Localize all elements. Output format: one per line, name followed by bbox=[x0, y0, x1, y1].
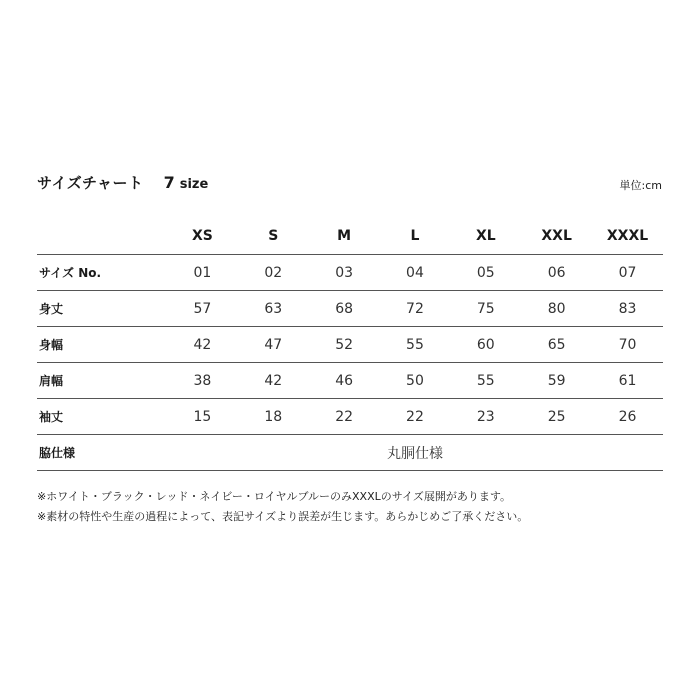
table-corner-cell bbox=[37, 218, 167, 255]
column-header: S bbox=[268, 228, 279, 244]
table-row-side-seam bbox=[37, 435, 663, 471]
column-header: XXXL bbox=[606, 228, 649, 244]
table-cell: 26 bbox=[592, 399, 663, 435]
note-line: ※ホワイト・ブラック・レッド・ネイビー・ロイヤルブルーのみXXXLのサイズ展開があります。 bbox=[37, 490, 511, 503]
table-cell: 52 bbox=[309, 327, 380, 363]
table-cell: 22 bbox=[309, 399, 380, 435]
row-label: 袖丈 bbox=[37, 399, 167, 435]
table-cell: 07 bbox=[592, 255, 663, 291]
table-cell: 02 bbox=[238, 255, 309, 291]
table-cell: 38 bbox=[167, 363, 238, 399]
column-header: XL bbox=[475, 228, 496, 244]
table-cell: 70 bbox=[592, 327, 663, 363]
size-count-word: size bbox=[179, 177, 209, 192]
side-seam-value: 丸胴仕様 bbox=[167, 435, 663, 471]
table-cell: 01 bbox=[167, 255, 238, 291]
table-cell: 68 bbox=[309, 291, 380, 327]
table-row bbox=[37, 399, 663, 435]
table-cell: 59 bbox=[521, 363, 592, 399]
column-header: XXL bbox=[541, 228, 572, 244]
table-row bbox=[37, 327, 663, 363]
table-cell: 61 bbox=[592, 363, 663, 399]
table-cell: 63 bbox=[238, 291, 309, 327]
table-cell: 42 bbox=[238, 363, 309, 399]
unit-label: 単位:cm bbox=[619, 179, 662, 192]
table-cell: 83 bbox=[592, 291, 663, 327]
table-cell: 22 bbox=[380, 399, 451, 435]
table-cell: 50 bbox=[380, 363, 451, 399]
table-row bbox=[37, 291, 663, 327]
column-header: M bbox=[337, 228, 352, 244]
table-cell: 75 bbox=[450, 291, 521, 327]
table-cell: 03 bbox=[309, 255, 380, 291]
table-cell: 60 bbox=[450, 327, 521, 363]
size-count: 7 bbox=[163, 173, 175, 192]
row-label: サイズ No. bbox=[37, 255, 167, 291]
table-cell: 65 bbox=[521, 327, 592, 363]
table-row bbox=[37, 363, 663, 399]
table-cell: 06 bbox=[521, 255, 592, 291]
table-cell: 55 bbox=[450, 363, 521, 399]
table-cell: 25 bbox=[521, 399, 592, 435]
table-cell: 18 bbox=[238, 399, 309, 435]
row-label: 身幅 bbox=[37, 327, 167, 363]
column-header: XS bbox=[191, 228, 213, 244]
table-header-row bbox=[37, 218, 663, 255]
page-title: サイズチャート bbox=[37, 174, 144, 192]
table-cell: 42 bbox=[167, 327, 238, 363]
table-cell: 04 bbox=[380, 255, 451, 291]
column-header: L bbox=[410, 228, 420, 244]
table-row bbox=[37, 255, 663, 291]
table-cell: 72 bbox=[380, 291, 451, 327]
row-label: 脇仕様 bbox=[37, 435, 167, 471]
note-line: ※素材の特性や生産の過程によって、表記サイズより誤差が生じます。あらかじめご了承ください。 bbox=[37, 510, 529, 523]
table-cell: 55 bbox=[380, 327, 451, 363]
table-cell: 57 bbox=[167, 291, 238, 327]
notes bbox=[37, 487, 528, 527]
table-cell: 05 bbox=[450, 255, 521, 291]
row-label: 身丈 bbox=[37, 291, 167, 327]
table-cell: 23 bbox=[450, 399, 521, 435]
chart-title-row bbox=[37, 172, 208, 198]
table-cell: 46 bbox=[309, 363, 380, 399]
row-label: 肩幅 bbox=[37, 363, 167, 399]
table-cell: 80 bbox=[521, 291, 592, 327]
table-cell: 47 bbox=[238, 327, 309, 363]
table-cell: 15 bbox=[167, 399, 238, 435]
size-table bbox=[37, 218, 663, 471]
